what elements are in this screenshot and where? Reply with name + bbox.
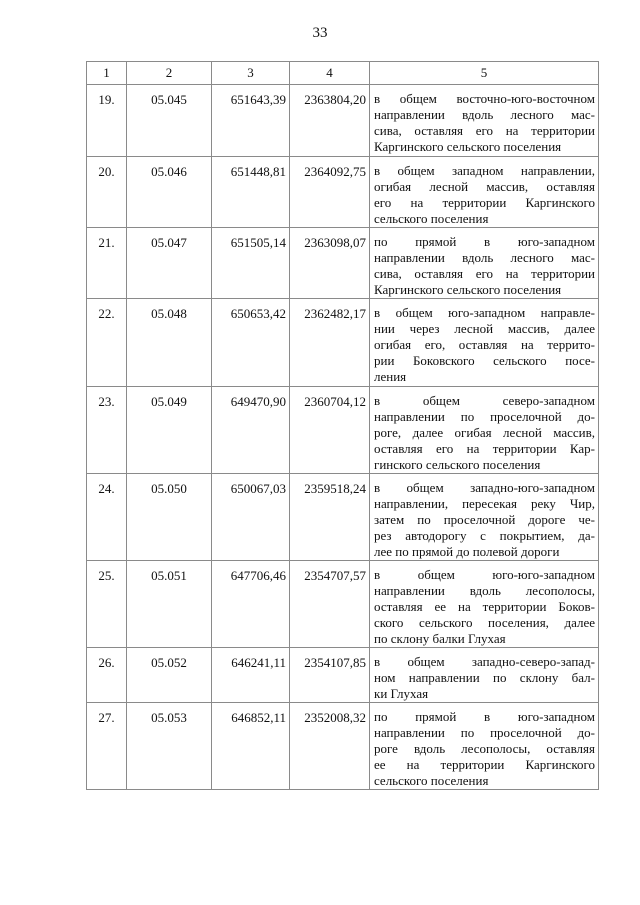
y-coordinate-cell — [290, 387, 370, 474]
row-number: 25. — [98, 568, 115, 583]
row-number-cell — [87, 387, 127, 474]
point-id: 05.053 — [151, 710, 187, 725]
description-line: нии через лесной массив, далее — [374, 321, 595, 336]
point-id: 05.046 — [151, 164, 187, 179]
x-coordinate: 651505,14 — [230, 235, 286, 250]
route-description-cell — [370, 228, 599, 299]
point-id-cell — [127, 703, 212, 790]
description-line: направлении по проселочной до- — [374, 725, 595, 740]
description-line: по прямой в юго-западном — [374, 709, 595, 724]
y-coordinate-cell — [290, 474, 370, 561]
row-number: 27. — [98, 710, 115, 725]
row-number: 20. — [98, 164, 115, 179]
table-row — [87, 85, 599, 157]
route-description — [374, 474, 595, 560]
point-id-cell — [127, 85, 212, 157]
x-coordinate: 646852,11 — [231, 710, 286, 725]
column-header-3: 3 — [212, 62, 290, 85]
table-row — [87, 648, 599, 703]
x-coordinate-cell — [212, 474, 290, 561]
route-description — [374, 157, 595, 227]
page-number: 33 — [312, 25, 328, 41]
point-id-cell — [127, 228, 212, 299]
x-coordinate-cell — [212, 703, 290, 790]
x-coordinate: 650653,42 — [230, 306, 286, 321]
description-line: в общем юго-юго-западном — [374, 567, 595, 582]
description-line: Каргинского сельского поселения — [374, 282, 562, 297]
description-line: направлении по проселочной до- — [374, 409, 595, 424]
point-id-cell — [127, 474, 212, 561]
y-coordinate: 2363804,20 — [304, 92, 366, 107]
x-coordinate: 651643,39 — [230, 92, 286, 107]
description-line: сельского поселения — [374, 211, 489, 226]
route-description-cell — [370, 474, 599, 561]
y-coordinate-cell — [290, 648, 370, 703]
column-header-1: 1 — [87, 62, 127, 85]
point-id: 05.048 — [151, 306, 187, 321]
row-number: 23. — [98, 394, 115, 409]
description-line: затем по проселочной дороге че- — [374, 512, 595, 527]
route-description-cell — [370, 648, 599, 703]
x-coordinate: 650067,03 — [230, 481, 286, 496]
y-coordinate-cell — [290, 85, 370, 157]
description-line: его на территории Каргинского — [374, 195, 595, 210]
column-header-2: 2 — [127, 62, 212, 85]
table-row — [87, 299, 599, 387]
route-description — [374, 561, 595, 647]
route-description — [374, 228, 595, 298]
description-line: в общем восточно-юго-восточном — [374, 91, 595, 106]
row-number-cell — [87, 561, 127, 648]
description-line: по прямой в юго-западном — [374, 234, 595, 249]
point-id-cell — [127, 299, 212, 387]
point-id-cell — [127, 157, 212, 228]
route-description-cell — [370, 157, 599, 228]
description-line: в общем западно-северо-запад- — [374, 654, 595, 669]
x-coordinate: 647706,46 — [230, 568, 286, 583]
x-coordinate-cell — [212, 387, 290, 474]
description-line: лее по прямой до полевой дороги — [374, 544, 560, 559]
table-row — [87, 387, 599, 474]
x-coordinate-cell — [212, 228, 290, 299]
description-line: направлении вдоль лесного мас- — [374, 250, 595, 265]
x-coordinate: 646241,11 — [231, 655, 286, 670]
y-coordinate-cell — [290, 157, 370, 228]
description-line: направлении, пересекая реку Чир, — [374, 496, 595, 511]
description-line: сива, оставляя его на территории — [374, 123, 595, 138]
route-description — [374, 85, 595, 155]
point-id: 05.052 — [151, 655, 187, 670]
y-coordinate: 2359518,24 — [304, 481, 366, 496]
route-description — [374, 387, 595, 473]
route-description — [374, 648, 595, 702]
point-id: 05.047 — [151, 235, 187, 250]
y-coordinate: 2352008,32 — [304, 710, 366, 725]
point-id: 05.049 — [151, 394, 187, 409]
point-id: 05.051 — [151, 568, 187, 583]
y-coordinate-cell — [290, 703, 370, 790]
row-number-cell — [87, 85, 127, 157]
description-line: Каргинского сельского поселения — [374, 139, 562, 154]
row-number-cell — [87, 299, 127, 387]
y-coordinate-cell — [290, 228, 370, 299]
y-coordinate: 2362482,17 — [304, 306, 366, 321]
description-line: ского сельского поселения, далее — [374, 615, 595, 630]
y-coordinate-cell — [290, 561, 370, 648]
description-line: направлении вдоль лесного мас- — [374, 107, 595, 122]
column-header-4: 4 — [290, 62, 370, 85]
route-description-cell — [370, 85, 599, 157]
point-id-cell — [127, 387, 212, 474]
description-line: ном направлении по склону бал- — [374, 670, 595, 685]
row-number-cell — [87, 157, 127, 228]
row-number-cell — [87, 703, 127, 790]
row-number: 22. — [98, 306, 115, 321]
description-line: ления — [374, 369, 407, 384]
description-line: в общем юго-западном направле- — [374, 305, 595, 320]
column-header-5: 5 — [370, 62, 599, 85]
description-line: огибая лесной массив, оставляя — [374, 179, 595, 194]
point-id: 05.050 — [151, 481, 187, 496]
table-header-row — [87, 62, 599, 85]
description-line: огибая его, оставляя на террито- — [374, 337, 595, 352]
y-coordinate: 2354707,57 — [304, 568, 366, 583]
description-line: в общем западном направлении, — [374, 163, 595, 178]
description-line: рии Боковского сельского посе- — [374, 353, 595, 368]
table-row — [87, 561, 599, 648]
row-number: 21. — [98, 235, 115, 250]
description-line: ки Глухая — [374, 686, 429, 701]
description-line: сива, оставляя его на территории — [374, 266, 595, 281]
boundary-coordinates-table — [86, 61, 599, 790]
x-coordinate-cell — [212, 561, 290, 648]
y-coordinate: 2360704,12 — [304, 394, 366, 409]
x-coordinate-cell — [212, 157, 290, 228]
y-coordinate: 2354107,85 — [304, 655, 366, 670]
x-coordinate: 649470,90 — [230, 394, 286, 409]
route-description-cell — [370, 703, 599, 790]
row-number-cell — [87, 228, 127, 299]
description-line: по склону балки Глухая — [374, 631, 506, 646]
x-coordinate: 651448,81 — [230, 164, 286, 179]
description-line: гинского сельского поселения — [374, 457, 541, 472]
description-line: направлении вдоль лесополосы, — [374, 583, 595, 598]
row-number: 26. — [98, 655, 115, 670]
table-row — [87, 703, 599, 790]
route-description-cell — [370, 299, 599, 387]
description-line: в общем северо-западном — [374, 393, 595, 408]
point-id-cell — [127, 561, 212, 648]
table-row — [87, 228, 599, 299]
description-line: ее на территории Каргинского — [374, 757, 595, 772]
description-line: в общем западно-юго-западном — [374, 480, 595, 495]
route-description-cell — [370, 561, 599, 648]
row-number: 19. — [98, 92, 115, 107]
table-row — [87, 157, 599, 228]
row-number-cell — [87, 474, 127, 561]
description-line: роге вдоль лесополосы, оставляя — [374, 741, 595, 756]
x-coordinate-cell — [212, 648, 290, 703]
route-description — [374, 299, 595, 385]
description-line: рез автодорогу с покрытием, да- — [374, 528, 595, 543]
route-description — [374, 703, 595, 789]
description-line: оставляя ее на территории Боков- — [374, 599, 595, 614]
row-number: 24. — [98, 481, 115, 496]
description-line: роге, далее огибая лесной массив, — [374, 425, 595, 440]
x-coordinate-cell — [212, 299, 290, 387]
row-number-cell — [87, 648, 127, 703]
point-id-cell — [127, 648, 212, 703]
table-row — [87, 474, 599, 561]
route-description-cell — [370, 387, 599, 474]
x-coordinate-cell — [212, 85, 290, 157]
description-line: сельского поселения — [374, 773, 489, 788]
y-coordinate: 2364092,75 — [304, 164, 366, 179]
description-line: оставляя его на территории Кар- — [374, 441, 595, 456]
y-coordinate-cell — [290, 299, 370, 387]
y-coordinate: 2363098,07 — [304, 235, 366, 250]
point-id: 05.045 — [151, 92, 187, 107]
